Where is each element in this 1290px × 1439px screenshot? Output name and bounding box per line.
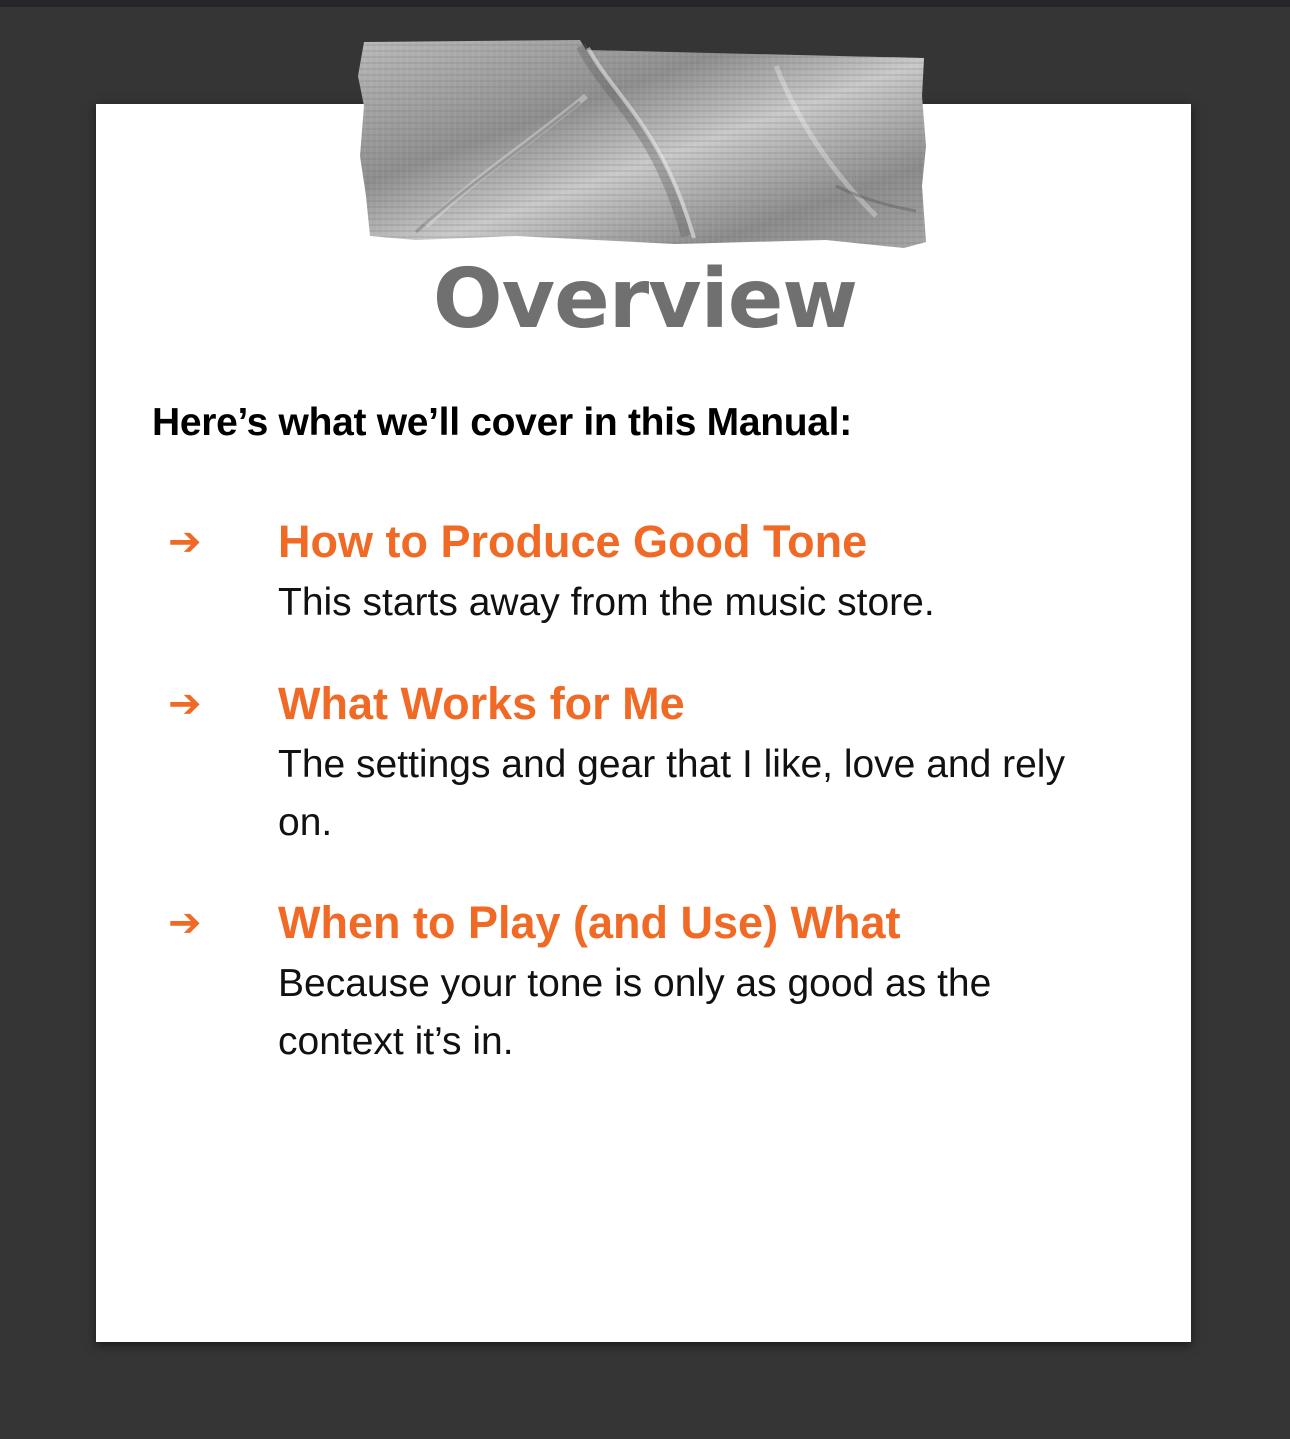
right-arrow-icon: ➔ <box>168 519 202 565</box>
duct-tape-icon <box>356 36 928 252</box>
item-description: This starts away from the music store. <box>278 581 935 624</box>
top-edge-strip <box>0 0 1290 7</box>
right-arrow-icon: ➔ <box>168 900 202 946</box>
right-arrow-icon: ➔ <box>168 681 202 727</box>
intro-text: Here’s what we’ll cover in this Manual: <box>152 401 852 444</box>
item-title: How to Produce Good Tone <box>278 516 868 567</box>
item-description: Because your tone is only as good as the context it’s in. <box>278 962 992 1063</box>
item-description: The settings and gear that I like, love and rely on. <box>278 743 1065 844</box>
item-title: When to Play (and Use) What <box>278 897 901 948</box>
item-title: What Works for Me <box>278 678 685 729</box>
page-title: Overview <box>432 252 858 347</box>
